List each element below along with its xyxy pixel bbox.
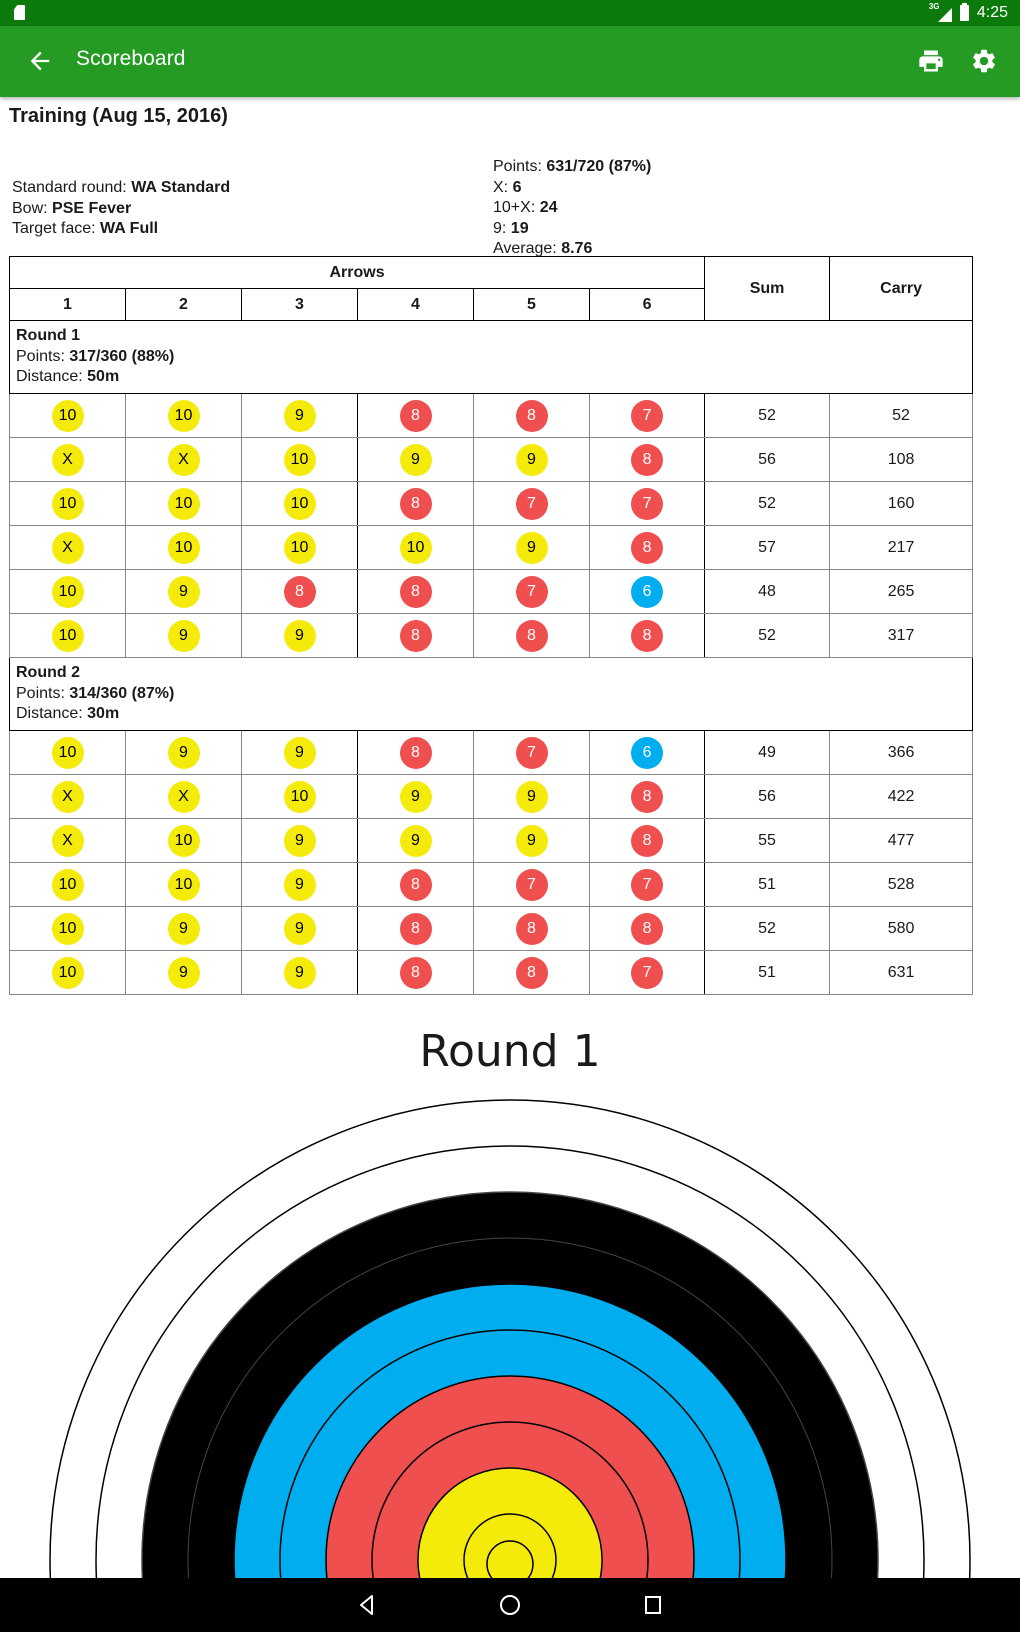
arrow-score-badge[interactable]: 10 <box>400 532 432 564</box>
arrow-score-badge[interactable]: 10 <box>168 488 200 520</box>
arrow-score-badge[interactable]: X <box>168 444 200 476</box>
arrow-score-badge[interactable]: 8 <box>284 576 316 608</box>
table-row[interactable] <box>10 614 973 658</box>
round-header-row <box>10 321 973 394</box>
table-row[interactable] <box>10 907 973 951</box>
end-carry: 477 <box>830 819 973 863</box>
arrow-cell <box>10 907 126 951</box>
arrow-score-badge[interactable]: 10 <box>52 913 84 945</box>
sum-header: Sum <box>705 257 830 321</box>
scoreboard-table <box>9 256 973 995</box>
arrow-cell <box>242 614 358 658</box>
arrow-cell <box>242 438 358 482</box>
arrow-cell <box>474 731 590 775</box>
arrow-cell <box>242 863 358 907</box>
arrow-cell <box>242 819 358 863</box>
arrow-cell <box>242 526 358 570</box>
arrow-score-badge[interactable]: X <box>52 444 84 476</box>
arrow-cell <box>126 438 242 482</box>
arrow-cell <box>474 951 590 995</box>
header-row <box>10 257 973 289</box>
arrow-cell <box>242 394 358 438</box>
arrow-score-badge[interactable]: 8 <box>400 737 432 769</box>
arrow-score-badge[interactable]: 10 <box>284 532 316 564</box>
end-carry: 317 <box>830 614 973 658</box>
arrow-cell <box>474 819 590 863</box>
end-carry: 528 <box>830 863 973 907</box>
arrow-score-badge[interactable]: 8 <box>516 957 548 989</box>
table-row[interactable] <box>10 570 973 614</box>
end-sum: 56 <box>705 775 830 819</box>
arrow-cell <box>126 951 242 995</box>
arrows-header: Arrows <box>10 257 705 289</box>
target-face-line: Target face: WA Full <box>12 220 159 237</box>
end-sum: 52 <box>705 394 830 438</box>
arrow-score-badge[interactable]: 9 <box>284 869 316 901</box>
arrow-cell <box>590 394 705 438</box>
nine-count-line: 9: 19 <box>493 219 529 237</box>
arrow-cell <box>358 863 474 907</box>
arrow-cell <box>358 731 474 775</box>
arrow-score-badge[interactable]: 9 <box>168 913 200 945</box>
arrow-score-badge[interactable]: 9 <box>168 576 200 608</box>
arrow-col-6: 6 <box>590 289 705 321</box>
round-name: Round 1 <box>16 327 80 345</box>
carry-header: Carry <box>830 257 973 321</box>
settings-button[interactable] <box>970 47 998 75</box>
arrow-cell <box>242 570 358 614</box>
sd-card-icon <box>14 5 25 20</box>
print-button[interactable] <box>917 47 945 75</box>
arrow-score-badge[interactable]: 8 <box>631 620 663 652</box>
training-stats <box>493 157 651 260</box>
round-distance: Distance: 50m <box>16 368 120 386</box>
average-line: Average: 8.76 <box>493 240 593 257</box>
arrow-cell <box>10 731 126 775</box>
arrow-cell <box>590 819 705 863</box>
arrow-score-badge[interactable]: 6 <box>631 576 663 608</box>
points-line: Points: 631/720 (87%) <box>493 158 652 175</box>
arrow-score-badge[interactable]: 9 <box>284 825 316 857</box>
arrow-cell <box>126 907 242 951</box>
cell-signal-icon <box>928 2 952 22</box>
arrow-score-badge[interactable]: 8 <box>516 913 548 945</box>
arrow-back-icon <box>26 47 54 75</box>
recents-icon <box>638 1590 668 1620</box>
arrow-score-badge[interactable]: 7 <box>516 576 548 608</box>
arrow-cell <box>358 951 474 995</box>
arrow-score-badge[interactable]: 8 <box>631 913 663 945</box>
table-row[interactable] <box>10 438 973 482</box>
arrow-score-badge[interactable]: 7 <box>631 488 663 520</box>
arrow-cell <box>474 775 590 819</box>
arrow-score-badge[interactable]: 7 <box>631 400 663 432</box>
arrow-score-badge[interactable]: 7 <box>516 488 548 520</box>
arrow-col-5: 5 <box>474 289 590 321</box>
end-carry: 160 <box>830 482 973 526</box>
arrow-score-badge[interactable]: 9 <box>284 620 316 652</box>
arrow-cell <box>474 863 590 907</box>
end-sum: 51 <box>705 863 830 907</box>
arrow-cell <box>126 863 242 907</box>
arrow-score-badge[interactable]: 7 <box>516 869 548 901</box>
end-carry: 217 <box>830 526 973 570</box>
arrow-score-badge[interactable]: 8 <box>400 576 432 608</box>
table-row[interactable] <box>10 482 973 526</box>
arrow-cell <box>242 482 358 526</box>
arrow-cell <box>126 570 242 614</box>
arrow-score-badge[interactable]: 10 <box>284 444 316 476</box>
round-points: Points: 317/360 (88%) <box>16 347 175 365</box>
arrow-cell <box>242 775 358 819</box>
arrow-cell <box>242 907 358 951</box>
arrow-cell <box>10 482 126 526</box>
table-row[interactable] <box>10 394 973 438</box>
arrow-score-badge[interactable]: 10 <box>284 488 316 520</box>
arrow-score-badge[interactable]: 10 <box>52 737 84 769</box>
arrow-cell <box>474 394 590 438</box>
round-info <box>10 321 973 394</box>
end-sum: 48 <box>705 570 830 614</box>
arrow-cell <box>590 775 705 819</box>
arrow-cell <box>10 614 126 658</box>
arrow-cell <box>10 819 126 863</box>
end-sum: 52 <box>705 614 830 658</box>
arrow-score-badge[interactable]: 9 <box>516 781 548 813</box>
arrow-cell <box>10 570 126 614</box>
nav-recents-button[interactable] <box>638 1590 668 1620</box>
arrow-score-badge[interactable]: 9 <box>168 737 200 769</box>
table-row[interactable] <box>10 819 973 863</box>
arrow-cell <box>126 482 242 526</box>
end-carry: 265 <box>830 570 973 614</box>
nav-back-button[interactable] <box>352 1590 382 1620</box>
arrow-cell <box>474 570 590 614</box>
arrow-cell <box>358 394 474 438</box>
round-distance: Distance: 30m <box>16 705 120 723</box>
arrow-score-badge[interactable]: 9 <box>516 444 548 476</box>
arrow-cell <box>474 438 590 482</box>
arrow-cell <box>126 526 242 570</box>
arrow-score-badge[interactable]: X <box>52 825 84 857</box>
arrow-score-badge[interactable]: 10 <box>168 400 200 432</box>
clock: 4:25 <box>976 4 1008 21</box>
arrow-cell <box>358 775 474 819</box>
arrow-cell <box>126 819 242 863</box>
target-chart-title: Round 1 <box>419 1026 601 1077</box>
arrow-col-3: 3 <box>242 289 358 321</box>
arrow-cell <box>358 482 474 526</box>
arrow-score-badge[interactable]: 8 <box>631 532 663 564</box>
arrow-cell <box>10 438 126 482</box>
arrow-score-badge[interactable]: 8 <box>631 825 663 857</box>
arrow-cell <box>126 731 242 775</box>
arrow-score-badge[interactable]: 8 <box>631 444 663 476</box>
table-row[interactable] <box>10 951 973 995</box>
arrow-score-badge[interactable]: 8 <box>631 781 663 813</box>
arrow-score-badge[interactable]: 10 <box>52 488 84 520</box>
end-carry: 366 <box>830 731 973 775</box>
arrow-score-badge[interactable]: 10 <box>52 400 84 432</box>
end-carry: 108 <box>830 438 973 482</box>
arrow-cell <box>126 775 242 819</box>
arrow-cell <box>10 526 126 570</box>
arrow-score-badge[interactable]: 10 <box>168 532 200 564</box>
home-icon <box>495 1590 525 1620</box>
arrow-cell <box>358 570 474 614</box>
settings-icon <box>970 47 998 75</box>
arrow-col-1: 1 <box>10 289 126 321</box>
arrow-score-badge[interactable]: 8 <box>516 620 548 652</box>
arrow-score-badge[interactable]: 9 <box>400 444 432 476</box>
bow-line: Bow: PSE Fever <box>12 199 132 217</box>
arrow-cell <box>10 951 126 995</box>
end-sum: 49 <box>705 731 830 775</box>
arrow-score-badge[interactable]: 9 <box>284 913 316 945</box>
arrow-score-badge[interactable]: 10 <box>52 869 84 901</box>
arrow-score-badge[interactable]: 9 <box>400 781 432 813</box>
arrow-cell <box>358 819 474 863</box>
end-sum: 57 <box>705 526 830 570</box>
arrow-cell <box>10 775 126 819</box>
table-row[interactable] <box>10 731 973 775</box>
network-type: 3G <box>928 2 940 11</box>
status-bar <box>0 0 1020 26</box>
arrow-score-badge[interactable]: 7 <box>516 737 548 769</box>
arrow-cell <box>590 614 705 658</box>
back-icon <box>352 1590 382 1620</box>
arrow-cell <box>358 907 474 951</box>
arrow-score-badge[interactable]: 10 <box>52 620 84 652</box>
arrow-cell <box>242 731 358 775</box>
arrow-score-badge[interactable]: 10 <box>284 781 316 813</box>
arrow-score-badge[interactable]: 10 <box>168 825 200 857</box>
end-carry: 422 <box>830 775 973 819</box>
arrow-score-badge[interactable]: 8 <box>400 620 432 652</box>
arrow-cell <box>242 951 358 995</box>
arrow-col-4: 4 <box>358 289 474 321</box>
ten-x-count-line: 10+X: 24 <box>493 199 558 216</box>
end-carry: 631 <box>830 951 973 995</box>
arrow-cell <box>358 526 474 570</box>
end-sum: 52 <box>705 482 830 526</box>
arrow-cell <box>590 570 705 614</box>
arrow-cell <box>590 907 705 951</box>
arrow-score-badge[interactable]: 7 <box>631 957 663 989</box>
arrow-score-badge[interactable]: X <box>52 532 84 564</box>
arrow-score-badge[interactable]: 9 <box>284 737 316 769</box>
arrow-score-badge[interactable]: 8 <box>400 957 432 989</box>
back-button[interactable] <box>26 47 54 75</box>
round-name: Round 2 <box>16 664 80 682</box>
arrow-cell <box>126 394 242 438</box>
round-header-row <box>10 658 973 731</box>
round-points: Points: 314/360 (87%) <box>16 684 175 702</box>
nav-home-button[interactable] <box>495 1590 525 1620</box>
table-row[interactable] <box>10 526 973 570</box>
arrow-cell <box>590 482 705 526</box>
arrow-score-badge[interactable]: 8 <box>516 400 548 432</box>
arrow-score-badge[interactable]: 9 <box>284 957 316 989</box>
arrow-cell <box>590 951 705 995</box>
end-sum: 55 <box>705 819 830 863</box>
arrow-score-badge[interactable]: X <box>52 781 84 813</box>
arrow-score-badge[interactable]: X <box>168 781 200 813</box>
app-title: Scoreboard <box>76 47 186 70</box>
arrow-score-badge[interactable]: 8 <box>400 869 432 901</box>
battery-icon <box>960 5 969 21</box>
x-count-line: X: 6 <box>493 178 522 196</box>
arrow-score-badge[interactable]: 8 <box>400 400 432 432</box>
end-carry: 580 <box>830 907 973 951</box>
arrow-cell <box>474 907 590 951</box>
end-sum: 56 <box>705 438 830 482</box>
arrow-score-badge[interactable]: 9 <box>168 957 200 989</box>
arrow-cell <box>474 482 590 526</box>
arrow-cell <box>590 526 705 570</box>
arrow-cell <box>126 614 242 658</box>
arrow-score-badge[interactable]: 9 <box>168 620 200 652</box>
end-sum: 52 <box>705 907 830 951</box>
arrow-cell <box>590 438 705 482</box>
end-sum: 51 <box>705 951 830 995</box>
arrow-score-badge[interactable]: 10 <box>168 869 200 901</box>
print-icon <box>917 47 945 75</box>
arrow-score-badge[interactable]: 8 <box>400 913 432 945</box>
training-details <box>12 178 230 240</box>
arrow-cell <box>590 863 705 907</box>
arrow-cell <box>10 394 126 438</box>
arrow-cell <box>358 614 474 658</box>
training-title: Training (Aug 15, 2016) <box>9 105 228 127</box>
end-carry: 52 <box>830 394 973 438</box>
arrow-score-badge[interactable]: 9 <box>516 825 548 857</box>
arrow-score-badge[interactable]: 9 <box>284 400 316 432</box>
arrow-score-badge[interactable]: 10 <box>52 957 84 989</box>
navigation-bar <box>0 1578 1020 1632</box>
arrow-cell <box>474 614 590 658</box>
standard-round-line: Standard round: WA Standard <box>12 179 231 196</box>
app-bar <box>0 26 1020 97</box>
arrow-cell <box>590 731 705 775</box>
arrow-score-badge[interactable]: 9 <box>516 532 548 564</box>
arrow-score-badge[interactable]: 10 <box>52 576 84 608</box>
arrow-cell <box>10 863 126 907</box>
arrow-score-badge[interactable]: 9 <box>400 825 432 857</box>
arrow-cell <box>358 438 474 482</box>
table-row[interactable] <box>10 863 973 907</box>
target-face <box>0 1090 1020 1578</box>
table-row[interactable] <box>10 775 973 819</box>
arrow-score-badge[interactable]: 7 <box>631 869 663 901</box>
arrow-cell <box>474 526 590 570</box>
round-info <box>10 658 973 731</box>
arrow-score-badge[interactable]: 8 <box>400 488 432 520</box>
arrow-score-badge[interactable]: 6 <box>631 737 663 769</box>
arrow-col-2: 2 <box>126 289 242 321</box>
